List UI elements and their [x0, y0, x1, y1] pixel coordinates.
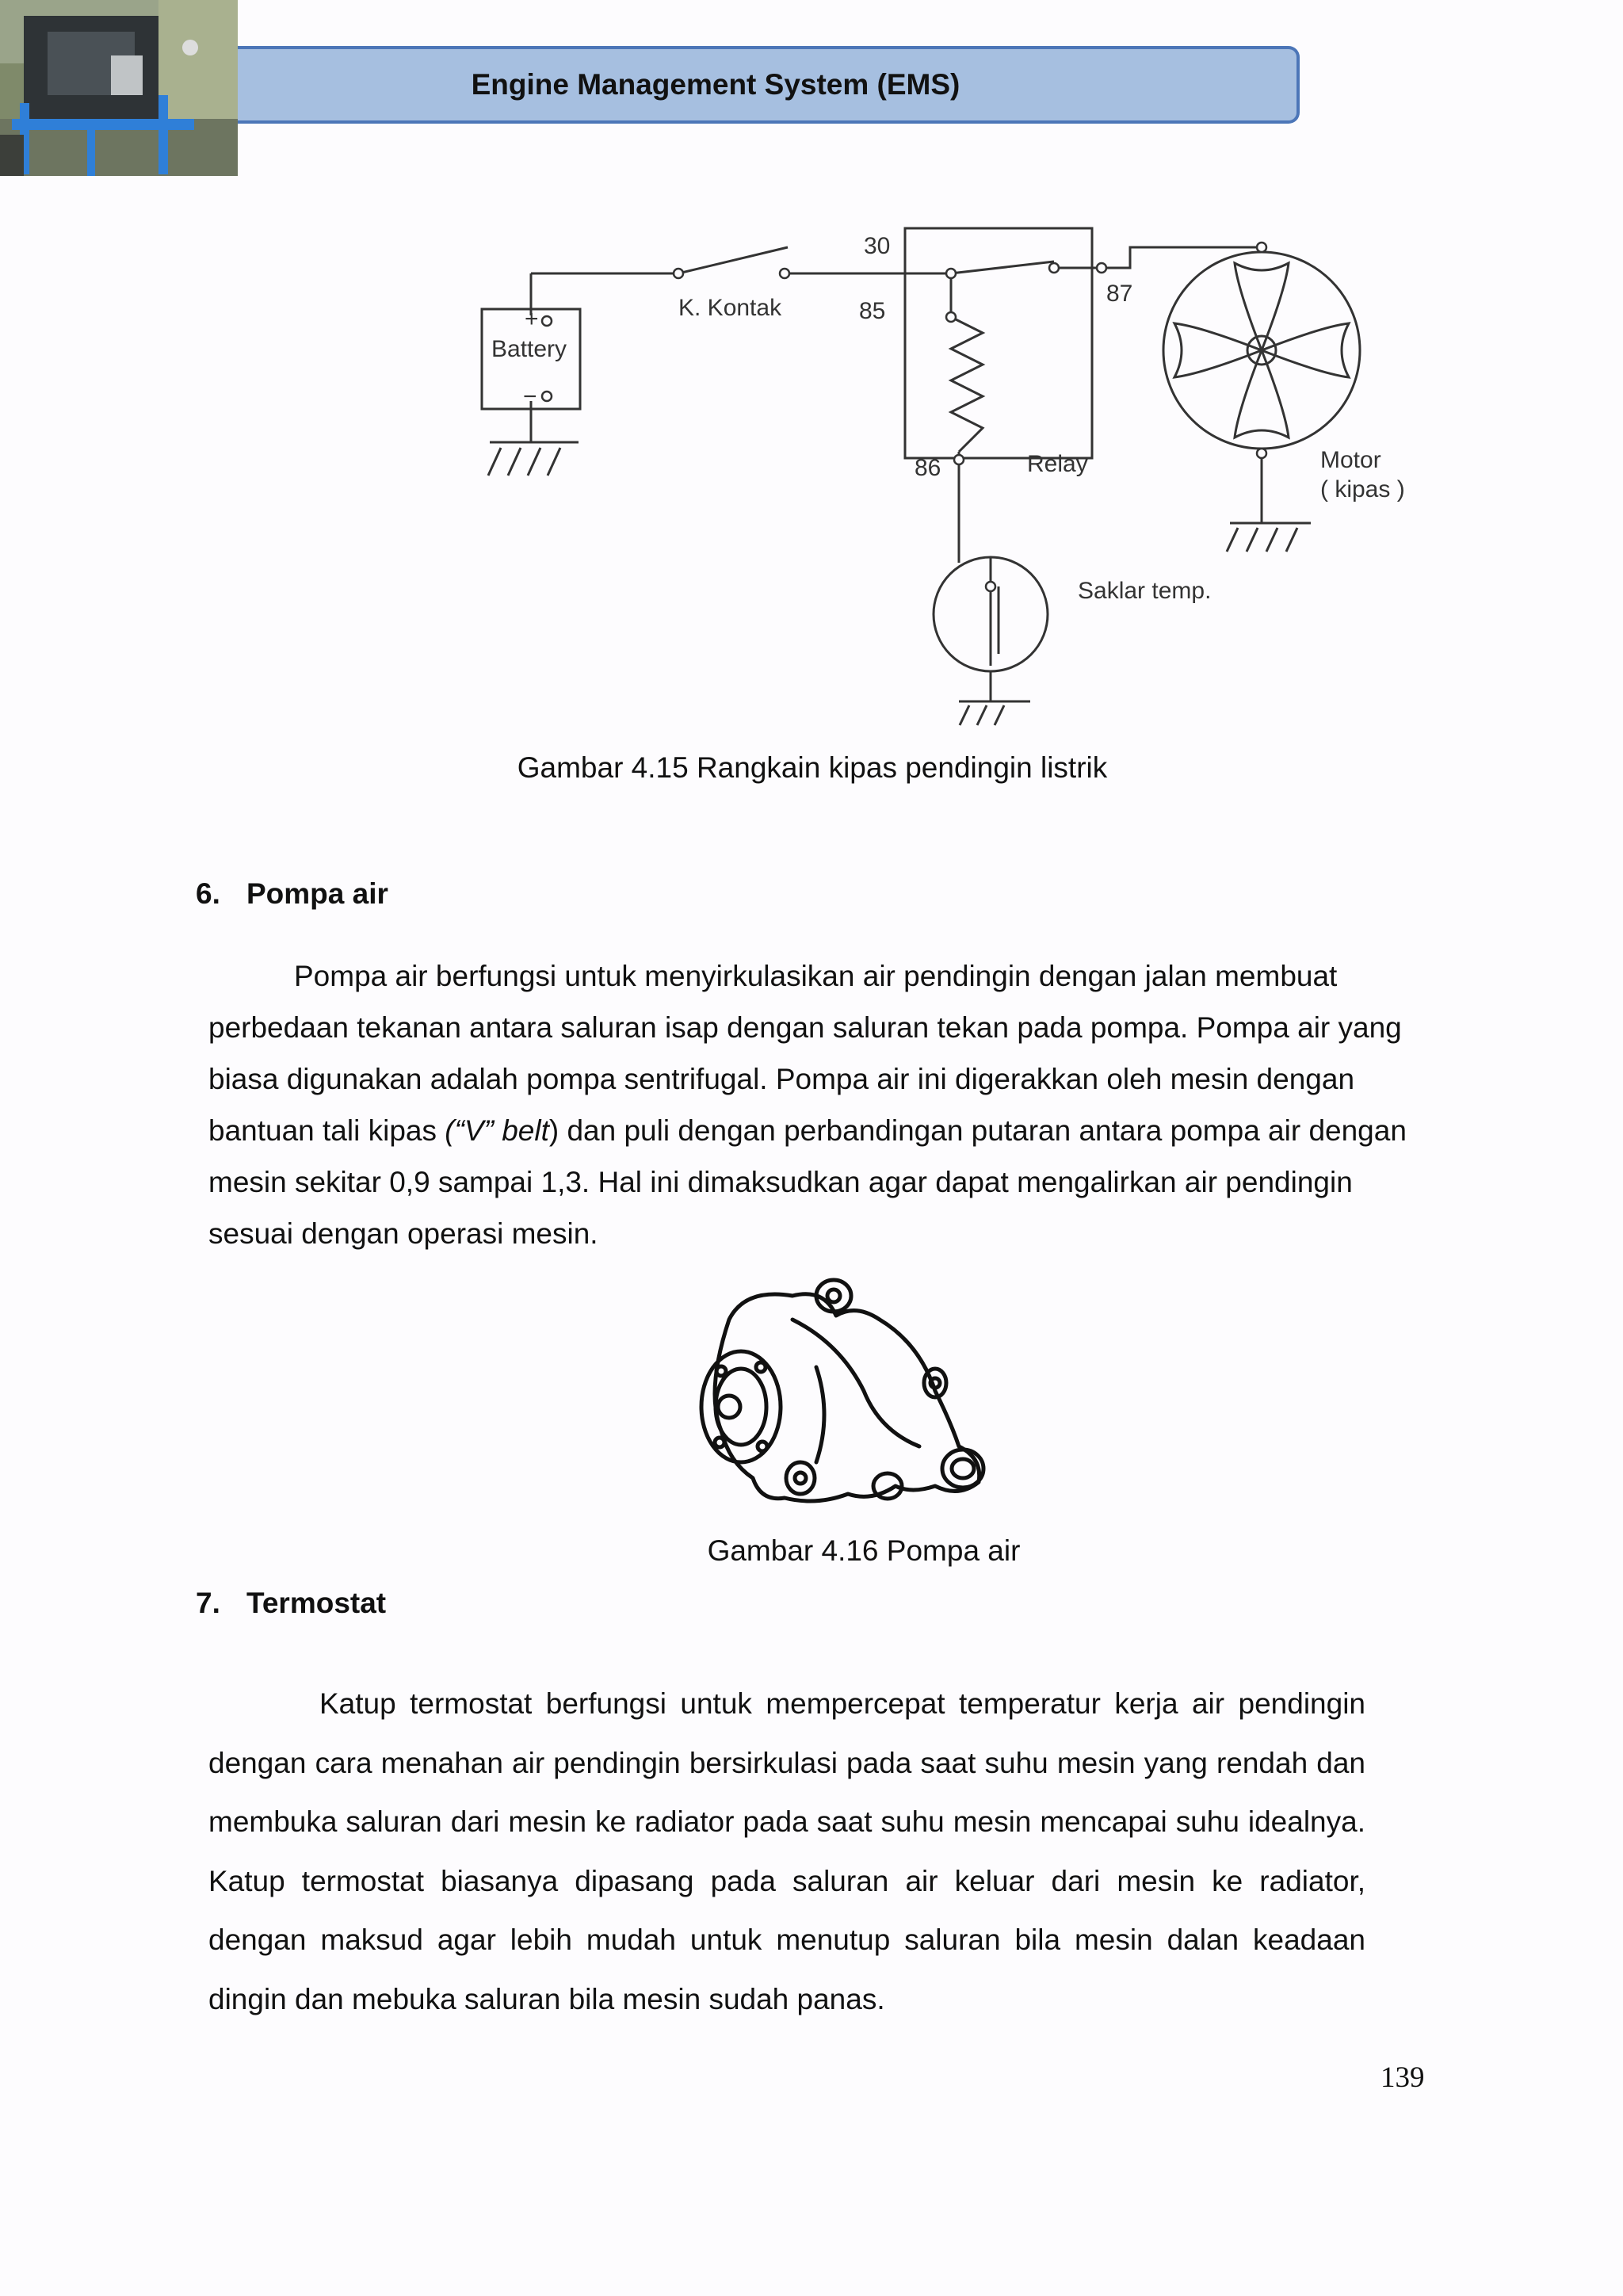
- switch-label: K. Kontak: [678, 295, 782, 321]
- section-title: Termostat: [246, 1587, 387, 1619]
- terminal-87-label: 87: [1106, 281, 1133, 307]
- paragraph: Pompa air berfungsi untuk menyirkulasikan air pendingin dengan jalan membuat perbedaan tekanan antara saluran isap dengan saluran tekan pada pompa. Pompa air yang biasa digunakan adalah pompa sentrifugal. Pompa air ini digerakkan oleh mesin dengan bantuan tali kipas (“V” belt) dan puli dengan perbandingan putaran antara pompa air dengan mesin sekitar 0,9 sampai 1,3. Hal ini dimaksudkan agar dapat mengalirkan air pendingin sesuai dengan operasi mesin.: [208, 960, 1407, 1250]
- relay-box: [905, 228, 1092, 458]
- figure-caption: Gambar 4.15 Rangkain kipas pendingin listrik: [517, 751, 1108, 784]
- section-number: 6.: [196, 877, 220, 910]
- section-heading: [196, 1587, 386, 1620]
- section-title: Pompa air: [246, 877, 388, 910]
- figure-caption: Gambar 4.16 Pompa air: [707, 1534, 1021, 1567]
- terminal-85-label: 85: [859, 298, 886, 324]
- terminal-86-label: 86: [915, 455, 941, 481]
- fan-blades: [1174, 263, 1349, 437]
- section-number: 7.: [196, 1587, 220, 1619]
- battery-minus-label: −: [523, 384, 537, 410]
- section-heading: [196, 877, 388, 911]
- temp-switch-label: Saklar temp.: [1078, 578, 1212, 604]
- fan-circuit-diagram: [444, 214, 1442, 737]
- paragraph: Katup termostat berfungsi untuk mempercepat temperatur kerja air pendingin dengan cara menahan air pendingin bersirkulasi pada saat suhu mesin yang rendah dan membuka saluran dari mesin ke radiator pada saat suhu mesin mencapai suhu idealnya. Katup termostat biasanya dipasang pada saluran air keluar dari mesin ke radiator, dengan maksud agar lebih mudah untuk menutup saluran bila mesin dalan keadaan dingin dan mebuka saluran bila mesin sudah panas.: [208, 1687, 1365, 2015]
- page-number: 139: [1381, 2061, 1425, 2094]
- battery-label: Battery: [491, 336, 567, 362]
- water-pump-illustration: [697, 1272, 1022, 1510]
- battery-plus-label: +: [525, 306, 539, 332]
- motor-sub-label: ( kipas ): [1320, 476, 1405, 502]
- ignition-switch-blade: [678, 247, 788, 273]
- engine-trainer-photo: [0, 0, 238, 176]
- header-bar: [238, 46, 1300, 124]
- relay-label: Relay: [1027, 451, 1088, 477]
- motor-label: Motor: [1320, 447, 1381, 473]
- header-title: Engine Management System (EMS): [471, 68, 960, 101]
- terminal-30-label: 30: [864, 233, 891, 259]
- relay-coil: [951, 317, 983, 452]
